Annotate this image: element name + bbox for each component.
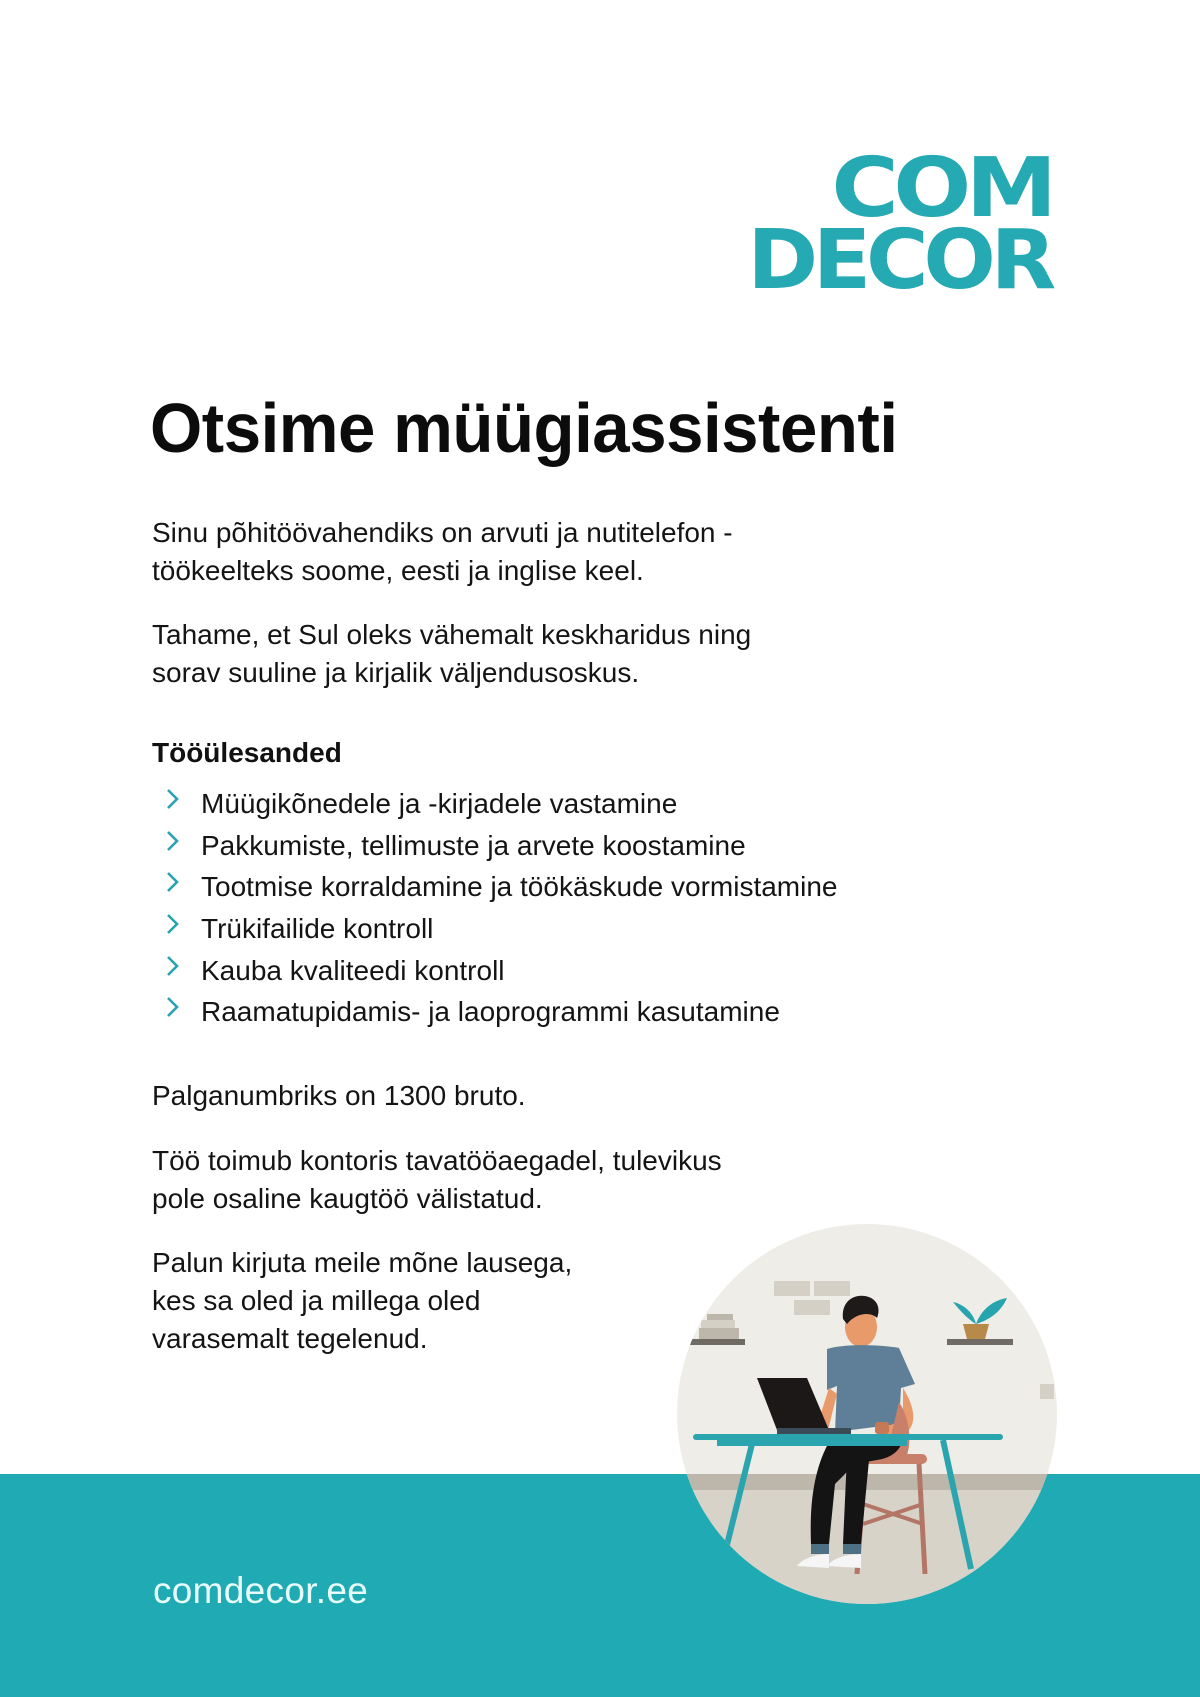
chevron-right-icon	[165, 913, 201, 943]
person-at-laptop-illustration	[677, 1224, 1057, 1604]
chevron-right-icon	[165, 955, 201, 985]
task-label: Kauba kvaliteedi kontroll	[201, 954, 505, 986]
text-line: töökeelteks soome, eesti ja inglise keel.	[152, 555, 644, 586]
task-label: Raamatupidamis- ja laoprogrammi kasutamine	[201, 996, 780, 1028]
salary-paragraph	[152, 1077, 526, 1115]
logo-text-com: COM	[830, 141, 1051, 236]
task-label: Pakkumiste, tellimuste ja arvete koostamine	[201, 829, 746, 861]
comdecor-logo	[733, 141, 1051, 308]
task-label: Trükifailide kontroll	[201, 913, 434, 945]
list-item	[165, 996, 838, 1038]
intro-paragraph-requirements	[152, 616, 751, 692]
text-line: kes sa oled ja millega oled	[152, 1285, 481, 1316]
tasks-list	[165, 788, 838, 1038]
text-line: Tahame, et Sul oleks vähemalt keskharidus ning	[152, 619, 752, 650]
task-label: Müügikõnedele ja -kirjadele vastamine	[201, 788, 678, 819]
chevron-right-icon	[165, 996, 201, 1026]
page-title: Otsime müügiassistenti	[150, 389, 898, 467]
intro-paragraph-tools	[152, 514, 733, 590]
work-mode-paragraph	[152, 1142, 722, 1218]
tasks-heading: Tööülesanded	[152, 737, 342, 768]
list-item	[165, 788, 838, 830]
task-label: Tootmise korraldamine ja töökäskude vormistamine	[201, 871, 838, 903]
logo-text-decor: DECOR	[747, 213, 1051, 308]
text-line: Töö toimub kontoris tavatööaegadel, tulevikus	[152, 1145, 722, 1176]
text-line: Palun kirjuta meile mõne lausega,	[152, 1247, 573, 1278]
list-item	[165, 955, 838, 997]
apply-paragraph	[152, 1244, 572, 1358]
chevron-right-icon	[165, 788, 201, 818]
list-item	[165, 913, 838, 955]
text-line: Palganumbriks on 1300 bruto.	[152, 1080, 526, 1111]
list-item	[165, 871, 838, 913]
website-link[interactable]: comdecor.ee	[153, 1570, 369, 1611]
chevron-right-icon	[165, 871, 201, 901]
text-line: Sinu põhitöövahendiks on arvuti ja nutitelefon -	[152, 517, 733, 548]
list-item	[165, 830, 838, 872]
text-line: pole osaline kaugtöö välistatud.	[152, 1183, 543, 1214]
text-line: sorav suuline ja kirjalik väljendusoskus.	[152, 657, 640, 688]
text-line: varasemalt tegelenud.	[152, 1323, 428, 1354]
chevron-right-icon	[165, 830, 201, 860]
